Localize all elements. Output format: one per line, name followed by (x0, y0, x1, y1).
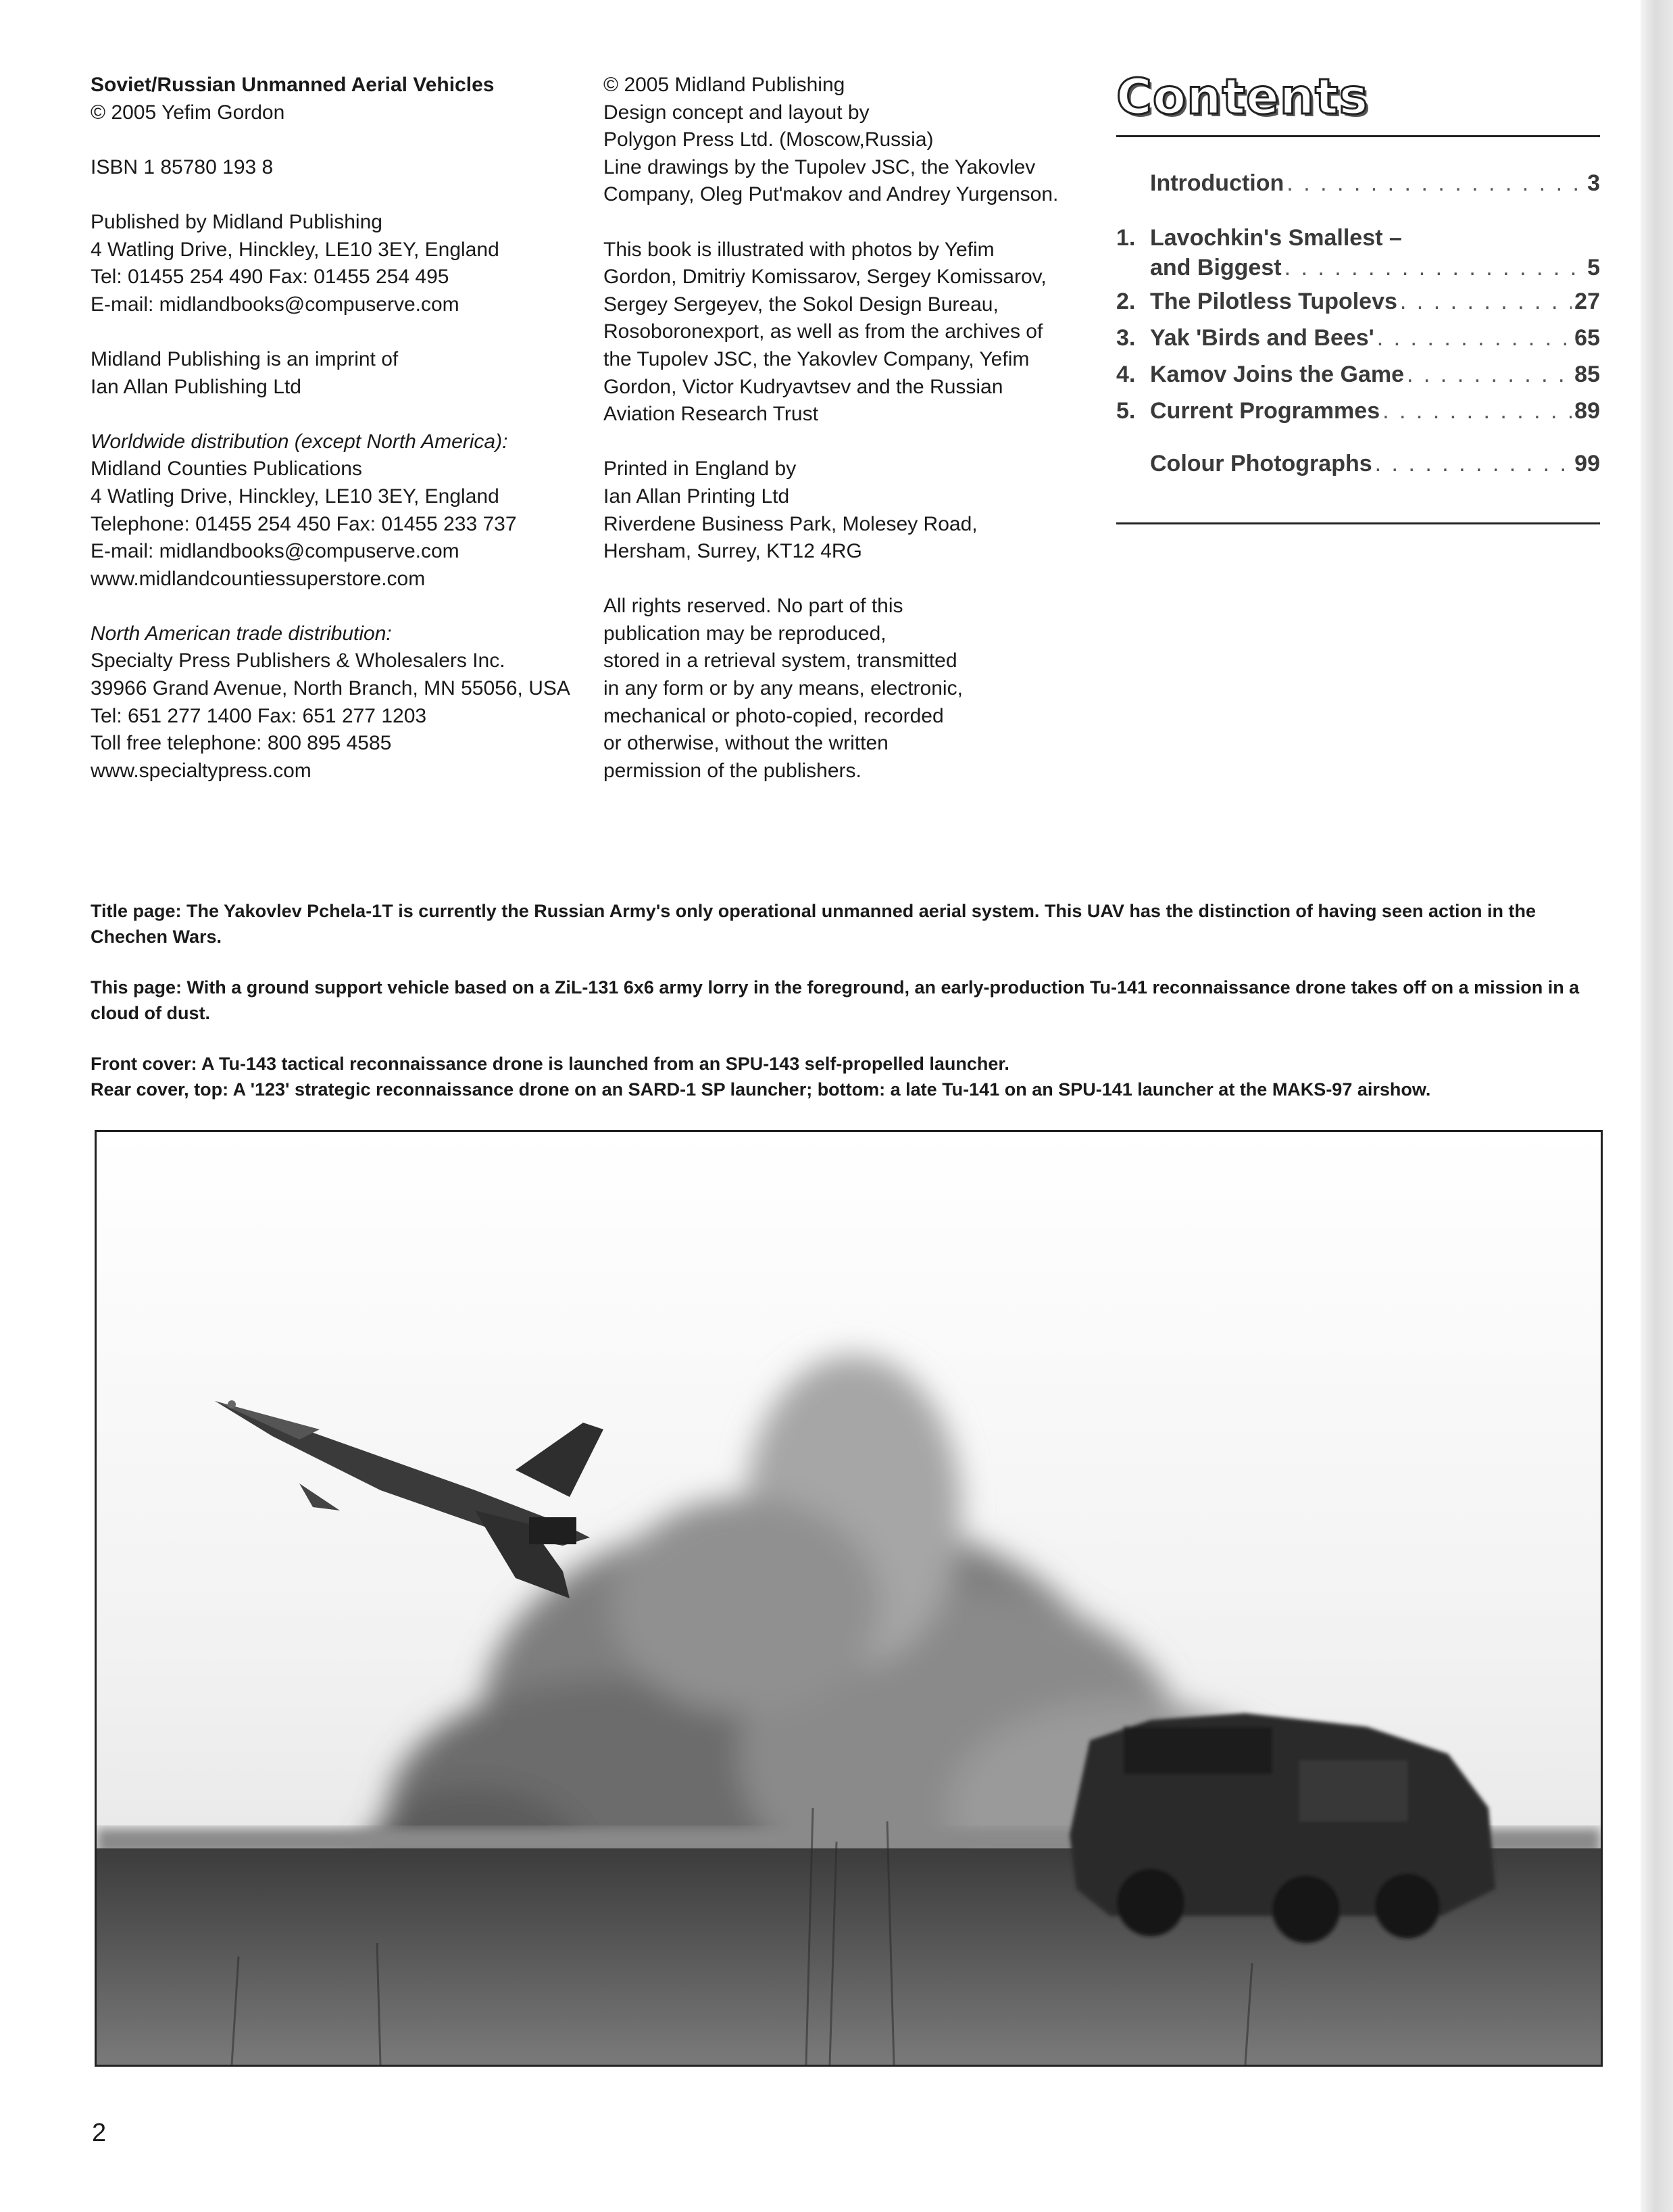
toc-page: 3 (1587, 170, 1600, 196)
photo-credit-line: This book is illustrated with photos by Yefim (603, 238, 995, 261)
publisher-block (91, 209, 577, 318)
design-credit-line: Polygon Press Ltd. (Moscow,Russia) (603, 128, 934, 151)
north-america-line: 39966 Grand Avenue, North Branch, MN 55056, USA (91, 677, 570, 700)
photo-credit-line: the Tupolev JSC, the Yakovlev Company, Yefim (603, 347, 1030, 370)
toc-page: 99 (1574, 451, 1600, 476)
contents-heading: Contents (1116, 68, 1369, 125)
contents-bottom-rule (1116, 522, 1600, 524)
design-credit-line: © 2005 Midland Publishing (603, 74, 845, 96)
photo-illustration (97, 1132, 1601, 2065)
design-credit-line: Design concept and layout by (603, 101, 870, 124)
page-number: 2 (92, 2119, 107, 2147)
toc-label: The Pilotless Tupolevs (1150, 289, 1397, 314)
toc-entry-introduction[interactable] (1116, 165, 1600, 201)
printer-line: Ian Allan Printing Ltd (603, 485, 790, 508)
north-america-line: Toll free telephone: 800 895 4585 (91, 732, 392, 755)
toc-page: 5 (1587, 255, 1600, 280)
credits-column (603, 72, 1117, 812)
book-title: Soviet/Russian Unmanned Aerial Vehicles (91, 74, 495, 96)
north-america-line: Specialty Press Publishers & Wholesalers Inc. (91, 649, 505, 672)
worldwide-heading: Worldwide distribution (except North America): (91, 430, 508, 453)
photo-credits-block (603, 237, 1117, 428)
worldwide-line: Telephone: 01455 254 450 Fax: 01455 233 737 (91, 512, 517, 535)
publisher-line: 4 Watling Drive, Hinckley, LE10 3EY, England (91, 238, 499, 261)
page-edge-shadow (1641, 0, 1673, 2212)
photo-credit-line: Sergey Sergeyev, the Sokol Design Bureau, (603, 293, 999, 316)
toc-page: 27 (1574, 289, 1600, 314)
toc-leader-dots (1377, 320, 1572, 356)
toc-entry-chapter-1[interactable] (1116, 220, 1600, 286)
imprint-line: Ian Allan Publishing Ltd (91, 375, 301, 398)
contents-top-rule (1116, 135, 1600, 137)
worldwide-line: E-mail: midlandbooks@compuserve.com (91, 540, 459, 563)
worldwide-line: www.midlandcountiessuperstore.com (91, 567, 426, 590)
imprint-column (91, 72, 577, 812)
north-america-heading: North American trade distribution: (91, 622, 392, 645)
rights-line: or otherwise, without the written (603, 732, 889, 755)
imprint-block (91, 346, 577, 401)
drone-launch-photo (95, 1130, 1603, 2067)
printer-line: Hersham, Surrey, KT12 4RG (603, 540, 862, 563)
toc-number: 4. (1116, 362, 1136, 387)
photo-credit-line: Gordon, Dmitriy Komissarov, Sergey Komissarov, (603, 266, 1047, 289)
this-page-caption: This page: With a ground support vehicle based on a ZiL-131 6x6 army lorry in the foreground, an early-production Tu-141 reconnaissance drone takes off on a mission in a cloud of dust. (91, 977, 1580, 1023)
photo-credit-line: Rosoboronexport, as well as from the archives of (603, 320, 1043, 343)
toc-page: 85 (1574, 362, 1600, 387)
worldwide-line: Midland Counties Publications (91, 458, 362, 481)
imprint-line: Midland Publishing is an imprint of (91, 347, 399, 370)
toc-entry-chapter-2[interactable] (1116, 283, 1600, 320)
isbn: ISBN 1 85780 193 8 (91, 155, 274, 178)
toc-entry-chapter-4[interactable] (1116, 356, 1600, 393)
worldwide-line: 4 Watling Drive, Hinckley, LE10 3EY, England (91, 485, 499, 508)
rights-line: mechanical or photo-copied, recorded (603, 704, 944, 727)
printer-line: Riverdene Business Park, Molesey Road, (603, 512, 978, 535)
toc-entry-chapter-3[interactable] (1116, 320, 1600, 356)
toc-leader-dots (1284, 249, 1585, 286)
north-america-distribution-block (91, 620, 577, 785)
toc-leader-dots (1375, 445, 1572, 482)
toc-number: 3. (1116, 325, 1136, 351)
rights-line: publication may be reproduced, (603, 622, 887, 645)
rights-line: stored in a retrieval system, transmitted (603, 649, 957, 672)
toc-number: 5. (1116, 398, 1136, 424)
toc-page: 65 (1574, 325, 1600, 351)
title-page-caption: Title page: The Yakovlev Pchela-1T is currently the Russian Army's only operational unmanned aerial system. This UAV has the distinction of having seen action in the Chechen Wars. (91, 901, 1536, 947)
toc-label: Colour Photographs (1150, 451, 1372, 476)
front-cover-caption: Front cover: A Tu-143 tactical reconnaissance drone is launched from an SPU-143 self-propelled launcher. (91, 1054, 1009, 1074)
publisher-line: Published by Midland Publishing (91, 210, 382, 233)
publisher-line: E-mail: midlandbooks@compuserve.com (91, 293, 459, 316)
worldwide-distribution-block (91, 428, 577, 593)
toc-entry-chapter-5[interactable] (1116, 393, 1600, 429)
toc-leader-dots (1400, 283, 1572, 320)
captions-block (91, 899, 1604, 1102)
rights-line: in any form or by any means, electronic, (603, 677, 963, 700)
toc-label: Kamov Joins the Game (1150, 362, 1405, 387)
photo-credit-line: Gordon, Victor Kudryavtsev and the Russian (603, 375, 1003, 398)
toc-number: 2. (1116, 289, 1136, 314)
toc-label: Current Programmes (1150, 398, 1380, 424)
toc-entry-colour-photographs[interactable] (1116, 445, 1600, 482)
publisher-line: Tel: 01455 254 490 Fax: 01455 254 495 (91, 266, 449, 289)
toc-label: and Biggest (1150, 255, 1282, 280)
toc-label: Lavochkin's Smallest – (1150, 225, 1402, 251)
toc-page: 89 (1574, 398, 1600, 424)
rights-line: permission of the publishers. (603, 759, 862, 782)
design-credit-line: Company, Oleg Put'makov and Andrey Yurgenson. (603, 183, 1059, 206)
toc-label: Yak 'Birds and Bees' (1150, 325, 1374, 351)
toc-label: Introduction (1150, 170, 1284, 196)
author-copyright: © 2005 Yefim Gordon (91, 101, 285, 124)
design-credits-block (603, 72, 1117, 209)
rights-block (603, 593, 1117, 785)
printer-block (603, 456, 1117, 565)
north-america-line: www.specialtypress.com (91, 759, 311, 782)
rights-line: All rights reserved. No part of this (603, 595, 903, 618)
design-credit-line: Line drawings by the Tupolev JSC, the Yakovlev (603, 155, 1036, 178)
north-america-line: Tel: 651 277 1400 Fax: 651 277 1203 (91, 704, 427, 727)
printer-line: Printed in England by (603, 458, 797, 481)
toc-leader-dots (1407, 356, 1572, 393)
photo-credit-line: Aviation Research Trust (603, 403, 818, 426)
toc-number: 1. (1116, 225, 1136, 251)
rear-cover-caption: Rear cover, top: A '123' strategic reconnaissance drone on an SARD-1 SP launcher; bottom: a late Tu-141 on an SPU-141 launcher at the MAKS-97 airshow. (91, 1079, 1431, 1100)
toc-leader-dots (1287, 165, 1584, 201)
toc-leader-dots (1382, 393, 1572, 429)
